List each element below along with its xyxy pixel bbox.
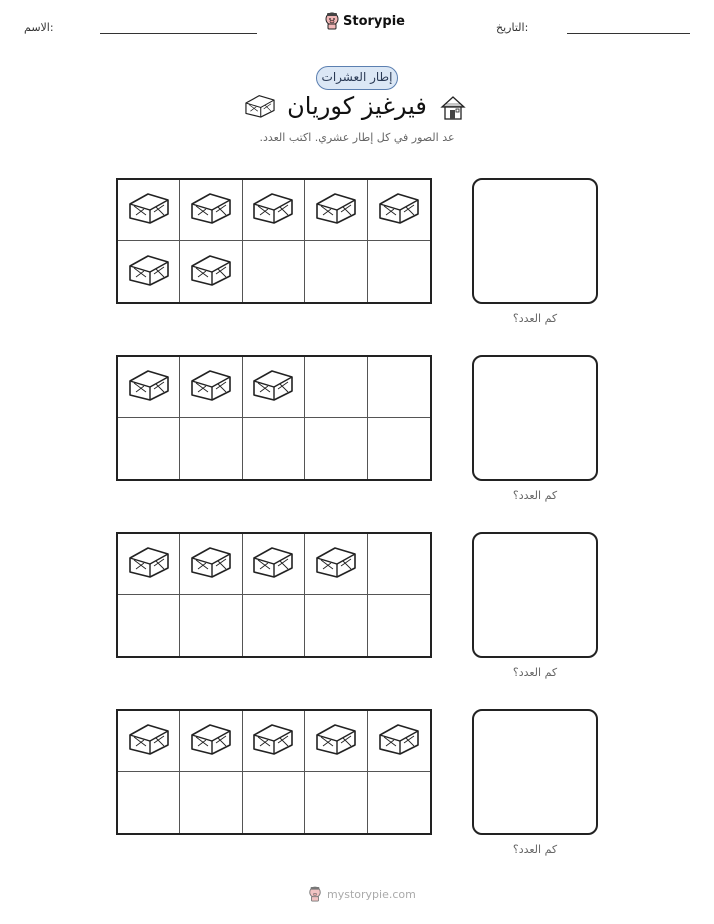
frame-cell <box>243 711 305 772</box>
frame-cell <box>118 595 180 656</box>
ten-frame-4 <box>116 709 432 835</box>
name-line <box>100 33 257 34</box>
frame-cell <box>180 711 242 772</box>
butter-block-icon <box>376 721 422 761</box>
frame-cell <box>118 418 180 479</box>
frame-cell <box>243 180 305 241</box>
frame-cell <box>180 357 242 418</box>
ten-frame-3 <box>116 532 432 658</box>
frame-cell <box>243 595 305 656</box>
answer-box-1[interactable] <box>472 178 598 304</box>
butter-block-icon <box>313 190 359 230</box>
footer <box>308 886 416 902</box>
brand-logo <box>324 12 405 30</box>
frame-cell <box>118 241 180 302</box>
butter-block-icon <box>188 252 234 292</box>
pig-mascot-icon <box>324 12 340 30</box>
butter-block-icon <box>188 367 234 407</box>
frame-cell <box>118 180 180 241</box>
question-label-3: كم العدد؟ <box>512 666 558 679</box>
answer-box-4[interactable] <box>472 709 598 835</box>
frame-cell <box>305 534 367 595</box>
frame-cell <box>243 534 305 595</box>
frame-cell <box>243 418 305 479</box>
frame-cell <box>305 180 367 241</box>
frame-cell <box>118 772 180 833</box>
frame-cell <box>180 595 242 656</box>
frame-cell <box>368 418 430 479</box>
frame-cell <box>243 357 305 418</box>
frame-cell <box>368 534 430 595</box>
frame-cell <box>368 595 430 656</box>
frame-cell <box>368 357 430 418</box>
butter-block-icon <box>126 367 172 407</box>
butter-block-icon <box>313 721 359 761</box>
frame-cell <box>305 772 367 833</box>
question-label-2: كم العدد؟ <box>512 489 558 502</box>
butter-block-icon <box>188 190 234 230</box>
butter-block-icon <box>243 92 277 124</box>
butter-block-icon <box>250 544 296 584</box>
frame-cell <box>118 534 180 595</box>
page-title: فيرغيز كوريان <box>287 92 427 120</box>
frame-cell <box>180 241 242 302</box>
butter-block-icon <box>126 190 172 230</box>
ten-frame-1 <box>116 178 432 304</box>
question-label-1: كم العدد؟ <box>512 312 558 325</box>
frame-cell <box>180 534 242 595</box>
frame-cell <box>118 357 180 418</box>
frame-cell <box>368 711 430 772</box>
frame-cell <box>305 595 367 656</box>
frame-cell <box>243 772 305 833</box>
frame-cell <box>243 241 305 302</box>
brand-name: Storypie <box>343 13 405 29</box>
frame-cell <box>368 772 430 833</box>
answer-box-3[interactable] <box>472 532 598 658</box>
butter-block-icon <box>126 544 172 584</box>
date-label: التاريخ: <box>496 21 529 34</box>
name-label: الاسم: <box>24 21 54 34</box>
butter-block-icon <box>126 721 172 761</box>
date-line <box>567 33 690 34</box>
pig-mascot-icon <box>308 886 322 902</box>
answer-box-2[interactable] <box>472 355 598 481</box>
frame-cell <box>368 180 430 241</box>
butter-block-icon <box>126 252 172 292</box>
frame-cell <box>368 241 430 302</box>
butter-block-icon <box>250 367 296 407</box>
butter-block-icon <box>313 544 359 584</box>
question-label-4: كم العدد؟ <box>512 843 558 856</box>
butter-block-icon <box>376 190 422 230</box>
ten-frame-2 <box>116 355 432 481</box>
worksheet-type-badge: إطار العشرات <box>316 66 398 90</box>
frame-cell <box>305 241 367 302</box>
frame-cell <box>118 711 180 772</box>
footer-url: mystorypie.com <box>327 887 416 901</box>
hut-icon <box>439 94 467 126</box>
butter-block-icon <box>188 544 234 584</box>
butter-block-icon <box>250 721 296 761</box>
frame-cell <box>305 711 367 772</box>
butter-block-icon <box>250 190 296 230</box>
frame-cell <box>180 180 242 241</box>
frame-cell <box>180 772 242 833</box>
frame-cell <box>305 357 367 418</box>
butter-block-icon <box>188 721 234 761</box>
frame-cell <box>305 418 367 479</box>
instructions: عد الصور في كل إطار عشري. اكتب العدد. <box>259 131 455 144</box>
frame-cell <box>180 418 242 479</box>
